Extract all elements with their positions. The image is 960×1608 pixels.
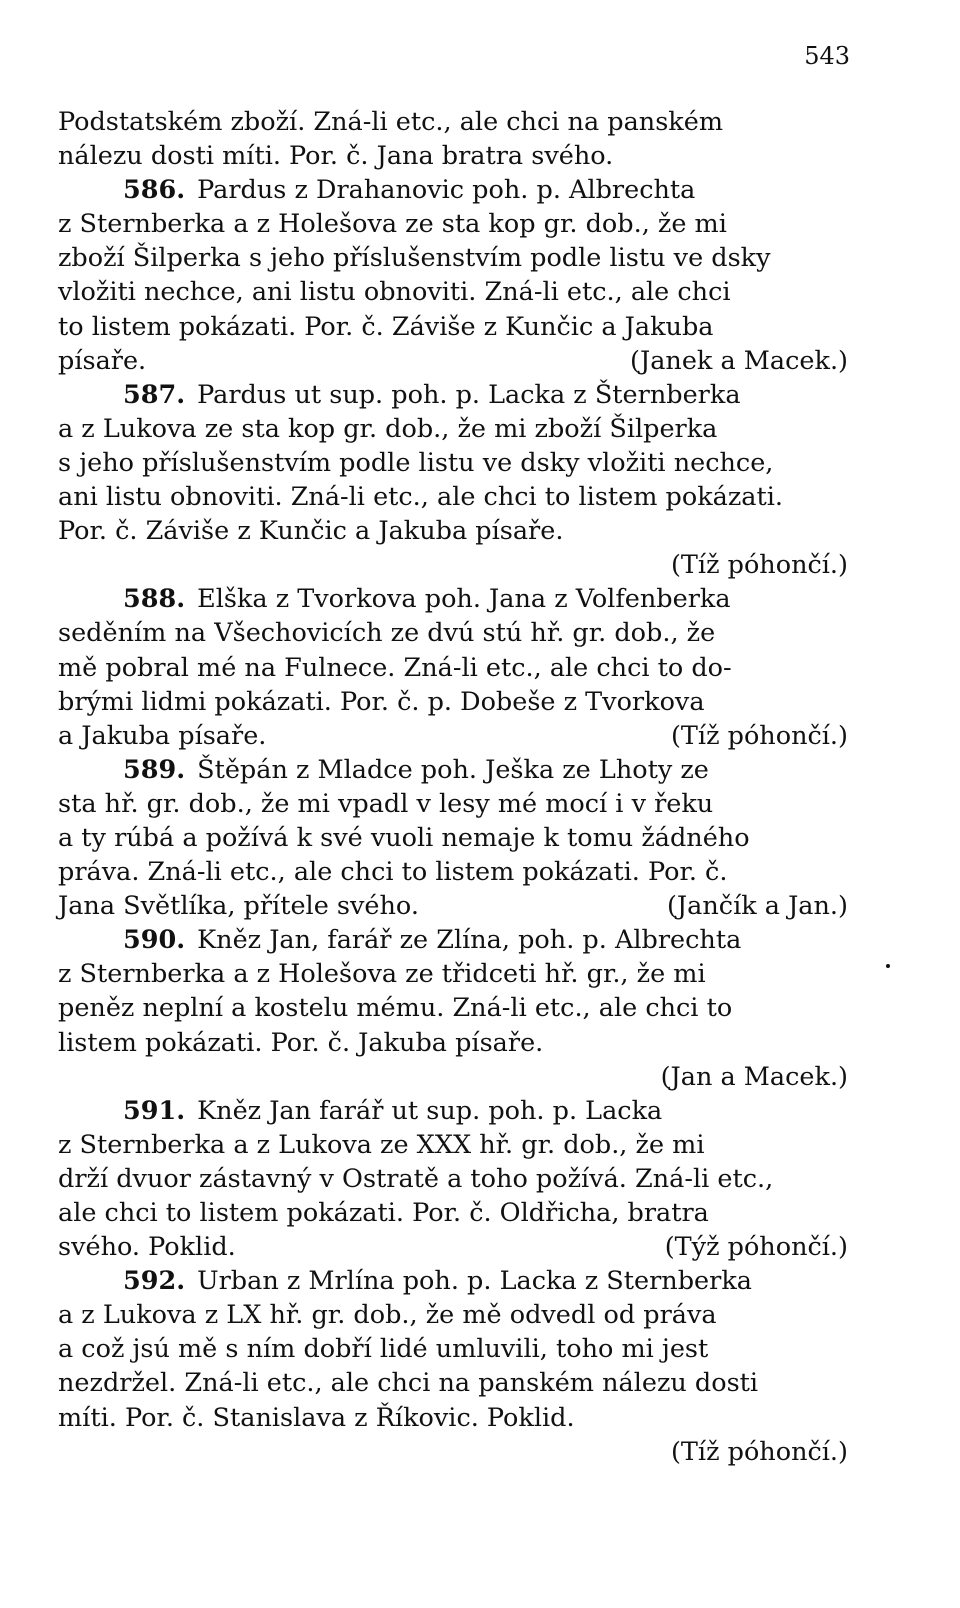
line-content — [58, 1026, 543, 1060]
line-text: písaře. — [58, 345, 147, 376]
line-text: z Sternberka a z Holešova ze sta kop gr. dob., že mi — [58, 209, 727, 240]
line-text: Jana Světlíka, přítele svého. — [58, 891, 419, 922]
text-line — [58, 378, 848, 412]
line-text: listem pokázati. Por. č. Jakuba písaře. — [58, 1027, 544, 1058]
text-line — [58, 787, 848, 821]
line-content — [58, 514, 563, 548]
entry-number: 587. — [123, 379, 186, 410]
entry-number: 589. — [123, 754, 186, 785]
line-text: Pardus z Drahanovic poh. p. Albrechta — [197, 175, 696, 206]
line-content — [58, 1401, 575, 1435]
line-content — [58, 1298, 717, 1332]
line-text: Elška z Tvorkova poh. Jana z Volfenberka — [197, 584, 731, 615]
line-content — [58, 719, 266, 753]
line-text: brými lidmi pokázati. Por. č. p. Dobeše z Tvorkova — [58, 686, 705, 717]
text-line — [58, 957, 848, 991]
text-line — [58, 1128, 848, 1162]
line-content — [123, 173, 695, 207]
text-line — [58, 310, 848, 344]
entry-number: 590. — [123, 925, 186, 956]
text-line — [58, 207, 848, 241]
text-line — [58, 719, 848, 753]
text-line — [58, 1401, 848, 1435]
entry-number: 588. — [123, 584, 186, 615]
text-line — [58, 685, 848, 719]
text-line — [58, 616, 848, 650]
margin-dot — [886, 964, 890, 968]
line-text: mě pobral mé na Fulnece. Zná-li etc., ale chci to do- — [58, 652, 732, 683]
entry-number: 591. — [123, 1095, 186, 1126]
line-text: ani listu obnoviti. Zná-li etc., ale chci to listem pokázati. — [58, 482, 784, 513]
line-content — [58, 412, 717, 446]
line-content — [58, 1196, 709, 1230]
line-text: nezdržel. Zná-li etc., ale chci na panském nálezu dosti — [58, 1368, 759, 1399]
text-line — [58, 855, 848, 889]
line-text: Por. č. Záviše z Kunčic a Jakuba písaře. — [58, 516, 564, 547]
entry-number: 586. — [123, 175, 186, 206]
text-line — [58, 1162, 848, 1196]
line-content — [58, 1366, 758, 1400]
body-text — [58, 105, 848, 1469]
line-content — [123, 923, 741, 957]
line-text: a z Lukova ze sta kop gr. dob., že mi zboží Šilperka — [58, 413, 718, 444]
text-line — [58, 1366, 848, 1400]
line-content — [58, 1162, 773, 1196]
line-text: s jeho příslušenstvím podle listu ve dsky vložiti nechce, — [58, 447, 774, 478]
line-text: z Sternberka a z Lukova ze XXX hř. gr. dob., že mi — [58, 1129, 705, 1160]
line-text: Podstatském zboží. Zná-li etc., ale chci na panském — [58, 107, 724, 137]
text-line — [58, 651, 848, 685]
text-line — [58, 753, 848, 787]
line-text: sta hř. gr. dob., že mi vpadl v lesy mé mocí i v řeku — [58, 788, 714, 819]
text-line — [58, 480, 848, 514]
line-content — [58, 139, 613, 173]
line-text: Štěpán z Mladce poh. Ješka ze Lhoty ze — [197, 754, 709, 785]
line-content — [58, 105, 723, 139]
text-line — [58, 1298, 848, 1332]
text-line — [58, 991, 848, 1025]
line-text: vložiti nechce, ani listu obnoviti. Zná-li etc., ale chci — [58, 277, 731, 308]
line-content — [123, 1094, 662, 1128]
line-text: míti. Por. č. Stanislava z Říkovic. Poklid. — [58, 1402, 575, 1433]
scribe-note: (Janek a Macek.) — [630, 345, 848, 376]
line-text: Pardus ut sup. poh. p. Lacka z Šternberka — [197, 379, 741, 410]
line-text: z Sternberka a z Holešova ze třidceti hř. gr., že mi — [58, 959, 706, 990]
line-content — [58, 241, 771, 275]
text-line — [58, 582, 848, 616]
text-line — [58, 548, 848, 582]
text-line — [58, 1332, 848, 1366]
line-text: zboží Šilperka s jeho příslušenstvím podle listu ve dsky — [58, 243, 771, 274]
text-line — [58, 139, 848, 173]
line-text: Kněz Jan, farář ze Zlína, poh. p. Albrechta — [197, 925, 742, 956]
line-content — [58, 480, 783, 514]
line-text: svého. Poklid. — [58, 1232, 236, 1263]
line-content — [58, 1332, 708, 1366]
line-text: a ty rúbá a požívá k své vuoli nemaje k tomu žádného — [58, 822, 750, 853]
scribe-note: (Jan a Macek.) — [660, 1061, 848, 1092]
line-text: seděním na Všechovicích ze dvú stú hř. gr. dob., že — [58, 618, 716, 649]
scribe-note: (Tíž póhončí.) — [670, 550, 848, 581]
text-line — [58, 105, 848, 139]
text-line — [58, 1026, 848, 1060]
line-text: to listem pokázati. Por. č. Záviše z Kunčic a Jakuba — [58, 311, 714, 342]
text-line — [58, 1094, 848, 1128]
text-line — [58, 344, 848, 378]
line-content — [58, 651, 732, 685]
line-content — [58, 1230, 236, 1264]
text-line — [58, 514, 848, 548]
text-line — [58, 1264, 848, 1298]
line-content — [123, 1264, 752, 1298]
line-content — [58, 275, 731, 309]
line-text: drží dvuor zástavný v Ostratě a toho požívá. Zná-li etc., — [58, 1163, 774, 1194]
line-content — [58, 207, 727, 241]
scribe-note: (Tíž póhončí.) — [670, 1436, 848, 1467]
text-line — [58, 1060, 848, 1094]
line-content — [58, 787, 713, 821]
text-line — [58, 173, 848, 207]
line-content — [58, 685, 705, 719]
line-content — [123, 753, 709, 787]
line-text: ale chci to listem pokázati. Por. č. Oldřicha, bratra — [58, 1198, 709, 1228]
line-content — [58, 1128, 704, 1162]
line-text: a Jakuba písaře. — [58, 720, 267, 751]
line-content — [58, 889, 419, 923]
line-text: práva. Zná-li etc., ale chci to listem pokázati. Por. č. — [58, 857, 728, 888]
entry-number: 592. — [123, 1266, 186, 1297]
line-content — [58, 446, 773, 480]
text-line — [58, 889, 848, 923]
line-content — [58, 821, 750, 855]
page-number: 543 — [804, 42, 850, 70]
text-line — [58, 275, 848, 309]
scribe-note: (Jančík a Jan.) — [666, 891, 848, 922]
text-line — [58, 1435, 848, 1469]
line-text: Kněz Jan farář ut sup. poh. p. Lacka — [197, 1095, 663, 1126]
text-line — [58, 1196, 848, 1230]
line-text: peněz neplní a kostelu mému. Zná-li etc., ale chci to — [58, 993, 733, 1024]
line-text: Urban z Mrlína poh. p. Lacka z Sternberka — [197, 1266, 752, 1297]
line-text: nálezu dosti míti. Por. č. Jana bratra svého. — [58, 141, 614, 172]
line-content — [58, 855, 727, 889]
line-content — [123, 582, 731, 616]
line-content — [58, 616, 715, 650]
text-line — [58, 446, 848, 480]
scribe-note: (Tíž póhončí.) — [670, 720, 848, 751]
line-content — [58, 991, 732, 1025]
line-content — [123, 378, 741, 412]
text-line — [58, 1230, 848, 1264]
scribe-note: (Týž póhončí.) — [664, 1232, 848, 1263]
line-content — [58, 344, 146, 378]
text-line — [58, 241, 848, 275]
text-line — [58, 412, 848, 446]
line-text: a z Lukova z LX hř. gr. dob., že mě odvedl od práva — [58, 1300, 717, 1331]
line-content — [58, 310, 713, 344]
text-line — [58, 821, 848, 855]
line-content — [58, 957, 706, 991]
line-text: a což jsú mě s ním dobří lidé umluvili, toho mi jest — [58, 1334, 709, 1365]
text-line — [58, 923, 848, 957]
